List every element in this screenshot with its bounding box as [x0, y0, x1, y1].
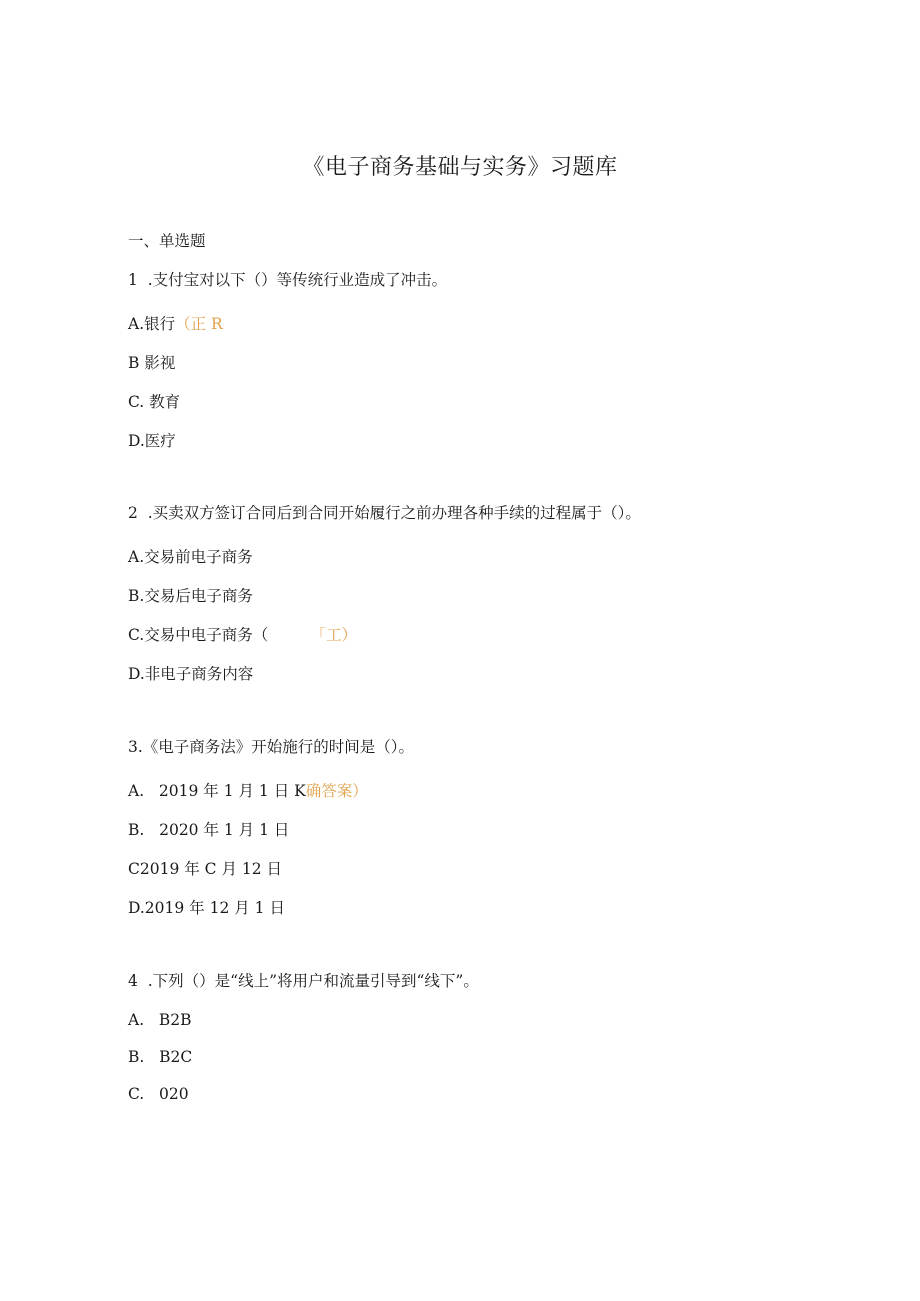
- question-4-option-a: A. B2B: [128, 1011, 192, 1029]
- question-2-option-b: B.交易后电子商务: [128, 587, 253, 605]
- question-4-option-b: B. B2C: [128, 1048, 193, 1066]
- question-2-option-d: D.非电子商务内容: [128, 665, 254, 683]
- question-2-option-c: [128, 623, 357, 645]
- answer-annotation: 确答案）: [305, 782, 368, 800]
- option-text: A. 2019 年 1 月 1 日 K: [128, 782, 306, 800]
- question-3-option-b: B. 2020 年 1 月 1 日: [128, 821, 290, 839]
- option-text: C.交易中电子商务（: [128, 626, 269, 644]
- question-1-option-b: B 影视: [128, 354, 176, 372]
- answer-annotation: 「工）: [318, 626, 358, 644]
- question-1-option-d: D.医疗: [128, 432, 176, 450]
- question-3-option-a: [128, 779, 368, 801]
- question-3-option-d: D.2019 年 12 月 1 日: [128, 899, 285, 917]
- question-3-stem: 3.《电子商务法》开始施行的时间是（）。: [128, 738, 415, 756]
- question-1-stem: 1 .支付宝对以下（）等传统行业造成了冲击。: [128, 271, 448, 289]
- question-3-option-c: C2019 年 C 月 12 日: [128, 860, 283, 878]
- question-2-stem: 2 .买卖双方签订合同后到合同开始履行之前办理各种手续的过程属于（）。: [128, 504, 641, 522]
- option-text: A.银行: [128, 315, 176, 333]
- question-4-stem: 4 .下列（）是“线上”将用户和流量引导到“线下”。: [128, 972, 479, 990]
- question-2-option-a: A.交易前电子商务: [128, 548, 253, 566]
- document-title: 《电子商务基础与实务》习题库: [302, 155, 618, 180]
- answer-annotation: （正 R: [175, 315, 223, 333]
- question-1-option-a: [128, 312, 223, 334]
- question-4-option-c: C. 020: [128, 1085, 189, 1103]
- question-1-option-c: C. 教育: [128, 393, 181, 411]
- section-heading: 一、单选题: [128, 232, 206, 250]
